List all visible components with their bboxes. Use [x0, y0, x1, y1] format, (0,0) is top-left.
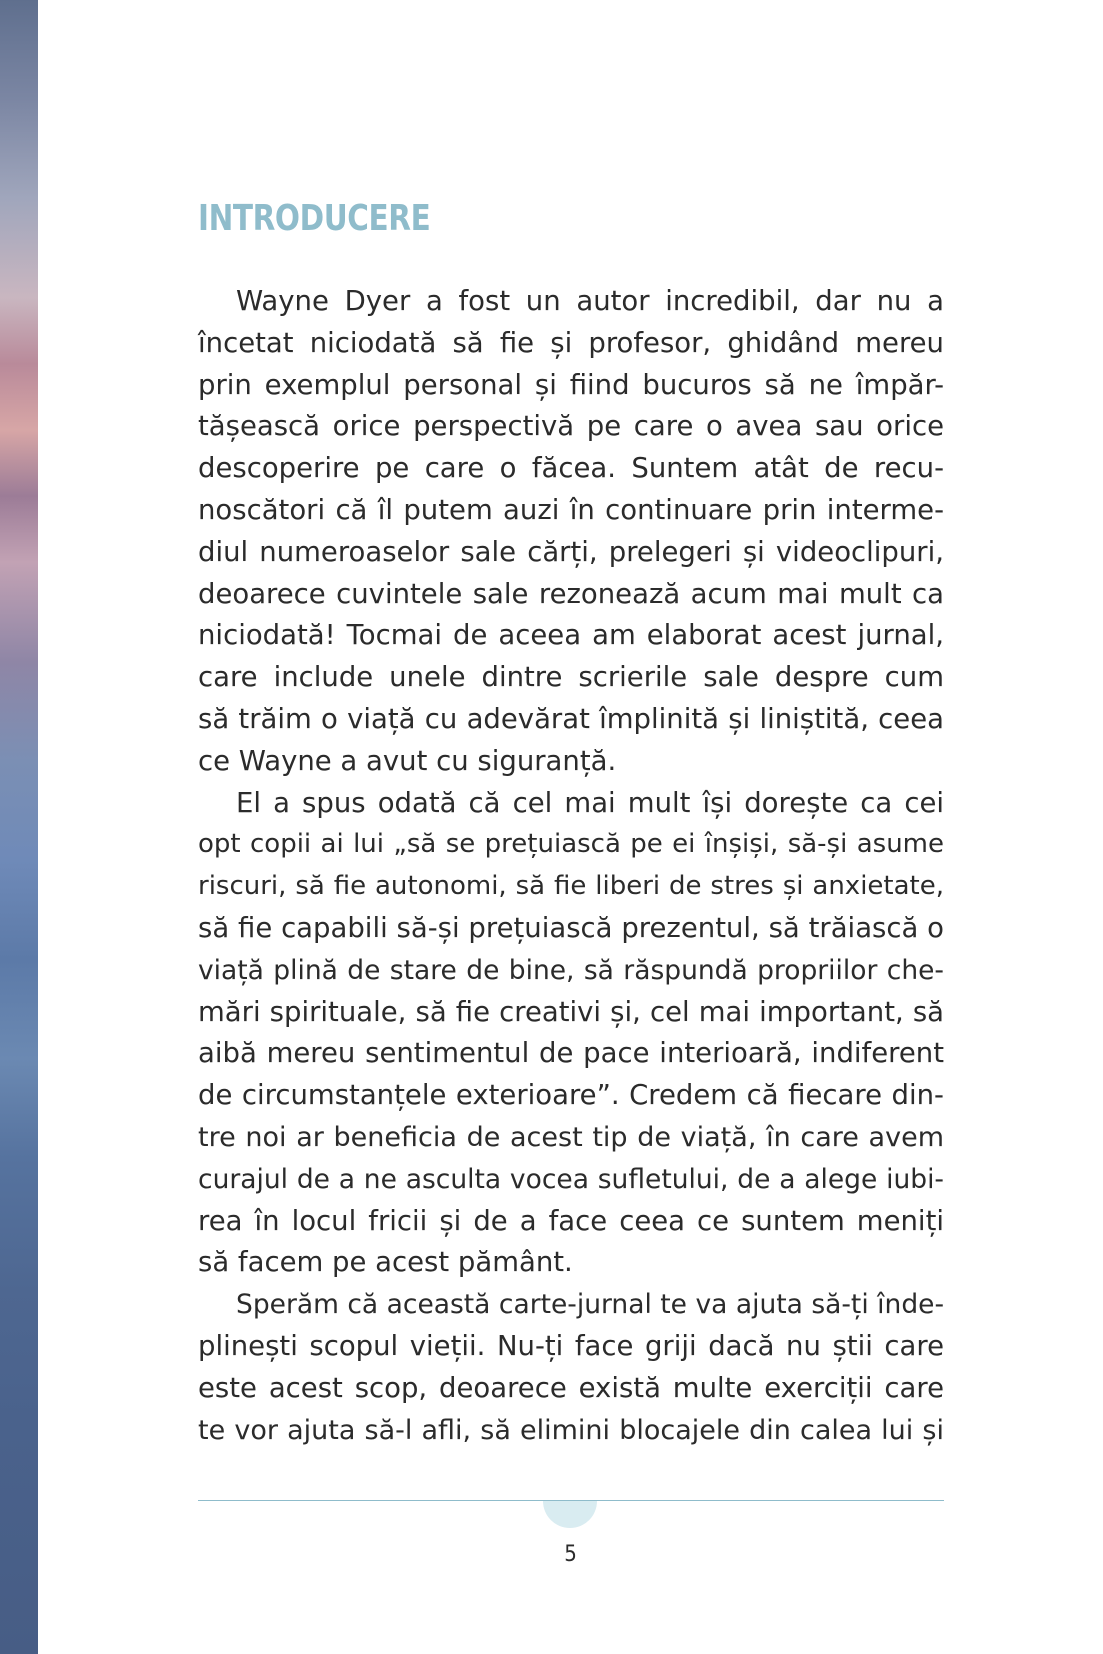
text-line: încetat niciodată să fie și profesor, ghidând mereu [198, 326, 944, 359]
text-line: să trăim o viață cu adevărat împlinită și liniștită, ceea [198, 702, 944, 735]
body-text [198, 281, 944, 1451]
text-line: viață plină de stare de bine, să răspundă propriilor che- [198, 954, 944, 986]
text-line: Wayne Dyer a fost un autor incredibil, dar nu a [236, 285, 944, 317]
footer-ornament [543, 1501, 597, 1528]
text-line: deoarece cuvintele sale rezonează acum mai mult ca [198, 577, 944, 610]
text-line: rea în locul fricii și de a face ceea ce suntem meniți [198, 1204, 944, 1237]
text-line: prin exemplul personal și fiind bucuros să ne împăr- [198, 368, 944, 401]
text-line: de circumstanțele exterioare”. Credem că fiecare din- [198, 1079, 944, 1112]
text-line: aibă mereu sentimentul de pace interioară, indiferent [198, 1037, 944, 1070]
text-line: ce Wayne a avut cu siguranță. [198, 744, 617, 777]
text-line: este acest scop, deoarece există multe exerciții care [198, 1371, 944, 1404]
text-line: să facem pe acest pământ. [198, 1246, 573, 1279]
text-line: niciodată! Tocmai de aceea am elaborat acest jurnal, [198, 619, 944, 652]
page-number: 5 [564, 1542, 577, 1567]
text-line: riscuri, să fie autonomi, să fie liberi de stres și anxietate, [198, 871, 944, 902]
chapter-heading: INTRODUCERE [198, 198, 431, 239]
text-line: opt copii ai lui „să se prețuiască pe ei înșiși, să-și asume [198, 829, 944, 860]
text-line: tășească orice perspectivă pe care o avea sau orice [198, 410, 944, 443]
text-line: plinești scopul vieții. Nu-ți face griji dacă nu știi care [198, 1329, 944, 1362]
text-line: te vor ajuta să-l afli, să elimini blocajele din calea lui și [198, 1414, 944, 1446]
text-line: curajul de a ne asculta vocea sufletului, de a alege iubi- [198, 1163, 944, 1195]
cover-image-strip [0, 0, 38, 1654]
text-line: diul numeroaselor sale cărți, prelegeri și videoclipuri, [198, 535, 944, 568]
text-line: tre noi ar beneficia de acest tip de viață, în care avem [198, 1121, 944, 1153]
text-line: El a spus odată că cel mai mult își dorește ca cei [236, 786, 944, 819]
text-line: descoperire pe care o făcea. Suntem atât de recu- [198, 452, 944, 485]
text-line: să fie capabili să-și prețuiască prezentul, să trăiască o [198, 911, 944, 944]
text-line: Sperăm că această carte-jurnal te va ajuta să-ți înde- [236, 1289, 944, 1321]
text-line: noscători că îl putem auzi în continuare prin interme- [198, 493, 944, 526]
text-line: care include unele dintre scrierile sale despre cum [198, 661, 944, 694]
text-line: mări spirituale, să fie creativi și, cel mai important, să [198, 995, 944, 1028]
